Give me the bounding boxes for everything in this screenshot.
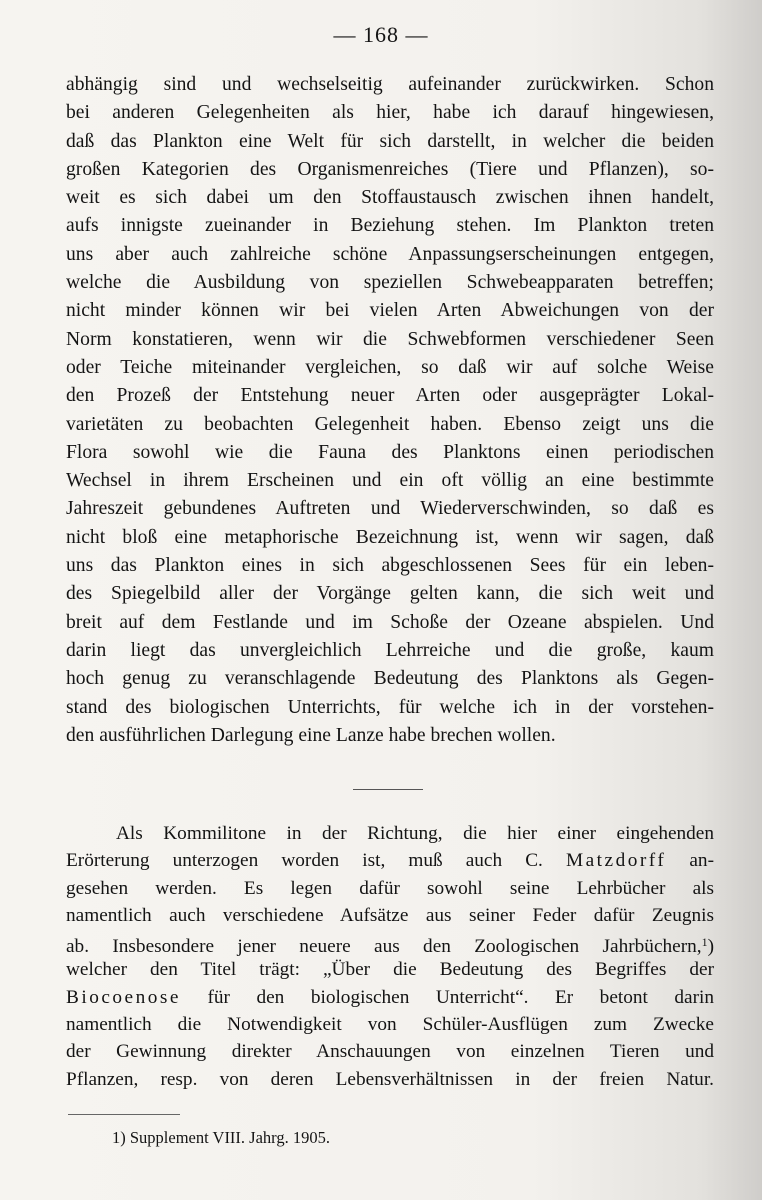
term-biocoenose: Biocoenose [66, 986, 181, 1008]
text-line: hoch genug zu veranschlagende Bedeutung des Planktons als Gegen- [66, 668, 714, 690]
text-line: nicht bloß eine metaphorische Bezeichnung ist, wenn wir sagen, daß [66, 526, 714, 548]
text-line: oder Teiche miteinander vergleichen, so daß wir auf solche Weise [66, 356, 714, 378]
text-line: nicht minder können wir bei vielen Arten Abweichungen von der [66, 300, 714, 322]
footnote-rule [68, 1114, 180, 1115]
footnote: 1) Supplement VIII. Jahrg. 1905. [112, 1128, 330, 1147]
text-line: stand des biologischen Unterrichts, für welche ich in der vorstehen- [66, 696, 714, 718]
text-line: namentlich die Notwendigkeit von Schüler-Ausflügen zum Zwecke [66, 1014, 714, 1036]
text-line: uns aber auch zahlreiche schöne Anpassungserscheinungen entgegen, [66, 243, 714, 265]
text-line: des Spiegelbild aller der Vorgänge gelten kann, die sich weit und [66, 583, 714, 605]
text-line: breit auf dem Festlande und im Schoße der Ozeane abspielen. Und [66, 611, 714, 633]
text-line: Flora sowohl wie die Fauna des Planktons einen periodischen [66, 441, 714, 463]
text-line: aufs innigste zueinander in Beziehung stehen. Im Plankton treten [66, 215, 714, 237]
text-line: abhängig sind und wechselseitig aufeinander zurückwirken. Schon [66, 74, 714, 95]
text-line: Wechsel in ihrem Erscheinen und ein oft völlig an eine bestimmte [66, 470, 714, 492]
text-line: daß das Plankton eine Welt für sich darstellt, in welcher die beiden [66, 130, 714, 152]
text-line: welche die Ausbildung von speziellen Schwebeapparaten betreffen; [66, 272, 714, 294]
text-line: großen Kategorien des Organismenreiches (Tiere und Pflanzen), so- [66, 158, 714, 180]
text-line: darin liegt das unvergleichlich Lehrreiche und die große, kaum [66, 639, 714, 661]
text-line: den Prozeß der Entstehung neuer Arten oder ausgeprägter Lokal- [66, 385, 714, 407]
text-line: bei anderen Gelegenheiten als hier, habe ich darauf hingewiesen, [66, 102, 714, 124]
text-line: weit es sich dabei um den Stoffaustausch zwischen ihnen handelt, [66, 187, 714, 209]
text-line: ab. Insbesondere jener neuere aus den Zoologischen Jahrbüchern,$^1$) [66, 935, 714, 958]
text-line: gesehen werden. Es legen dafür sowohl seine Lehrbücher als [66, 877, 714, 899]
paragraph-matzdorff [66, 820, 714, 1093]
text-line: uns das Plankton eines in sich abgeschlossenen Sees für ein leben- [66, 555, 714, 577]
text-line: der Gewinnung direkter Anschauungen von einzelnen Tieren und [66, 1041, 714, 1063]
text-line: Pflanzen, resp. von deren Lebensverhältnissen in der freien Natur. [66, 1068, 714, 1090]
text-line: den ausführlichen Darlegung eine Lanze habe brechen wollen. [66, 724, 556, 746]
text-line: Norm konstatieren, wenn wir die Schwebformen verschiedener Seen [66, 328, 714, 350]
section-divider [353, 789, 423, 790]
text-line: welcher den Titel trägt: „Über die Bedeutung des Begriffes der [66, 959, 714, 981]
text-line: namentlich auch verschiedene Aufsätze aus seiner Feder dafür Zeugnis [66, 904, 714, 926]
author-name: Matzdorff [565, 850, 667, 872]
text-line: Als Kommilitone in der Richtung, die hier einer eingehenden [116, 823, 714, 844]
text-line: varietäten zu beobachten Gelegenheit haben. Ebenso zeigt uns die [66, 413, 714, 435]
paragraph-plankton [66, 71, 714, 750]
footnote-ref: 1 [701, 935, 708, 950]
text-line: Jahreszeit gebundenes Auftreten und Wiederverschwinden, so daß es [66, 498, 714, 520]
page-number: — 168 — [333, 22, 429, 47]
text-line: Biocoenose für den biologischen Unterricht“. Er betont darin [66, 986, 714, 1008]
text-line: Erörterung unterzogen worden ist, muß auch C. Matzdorff an- [66, 850, 714, 872]
